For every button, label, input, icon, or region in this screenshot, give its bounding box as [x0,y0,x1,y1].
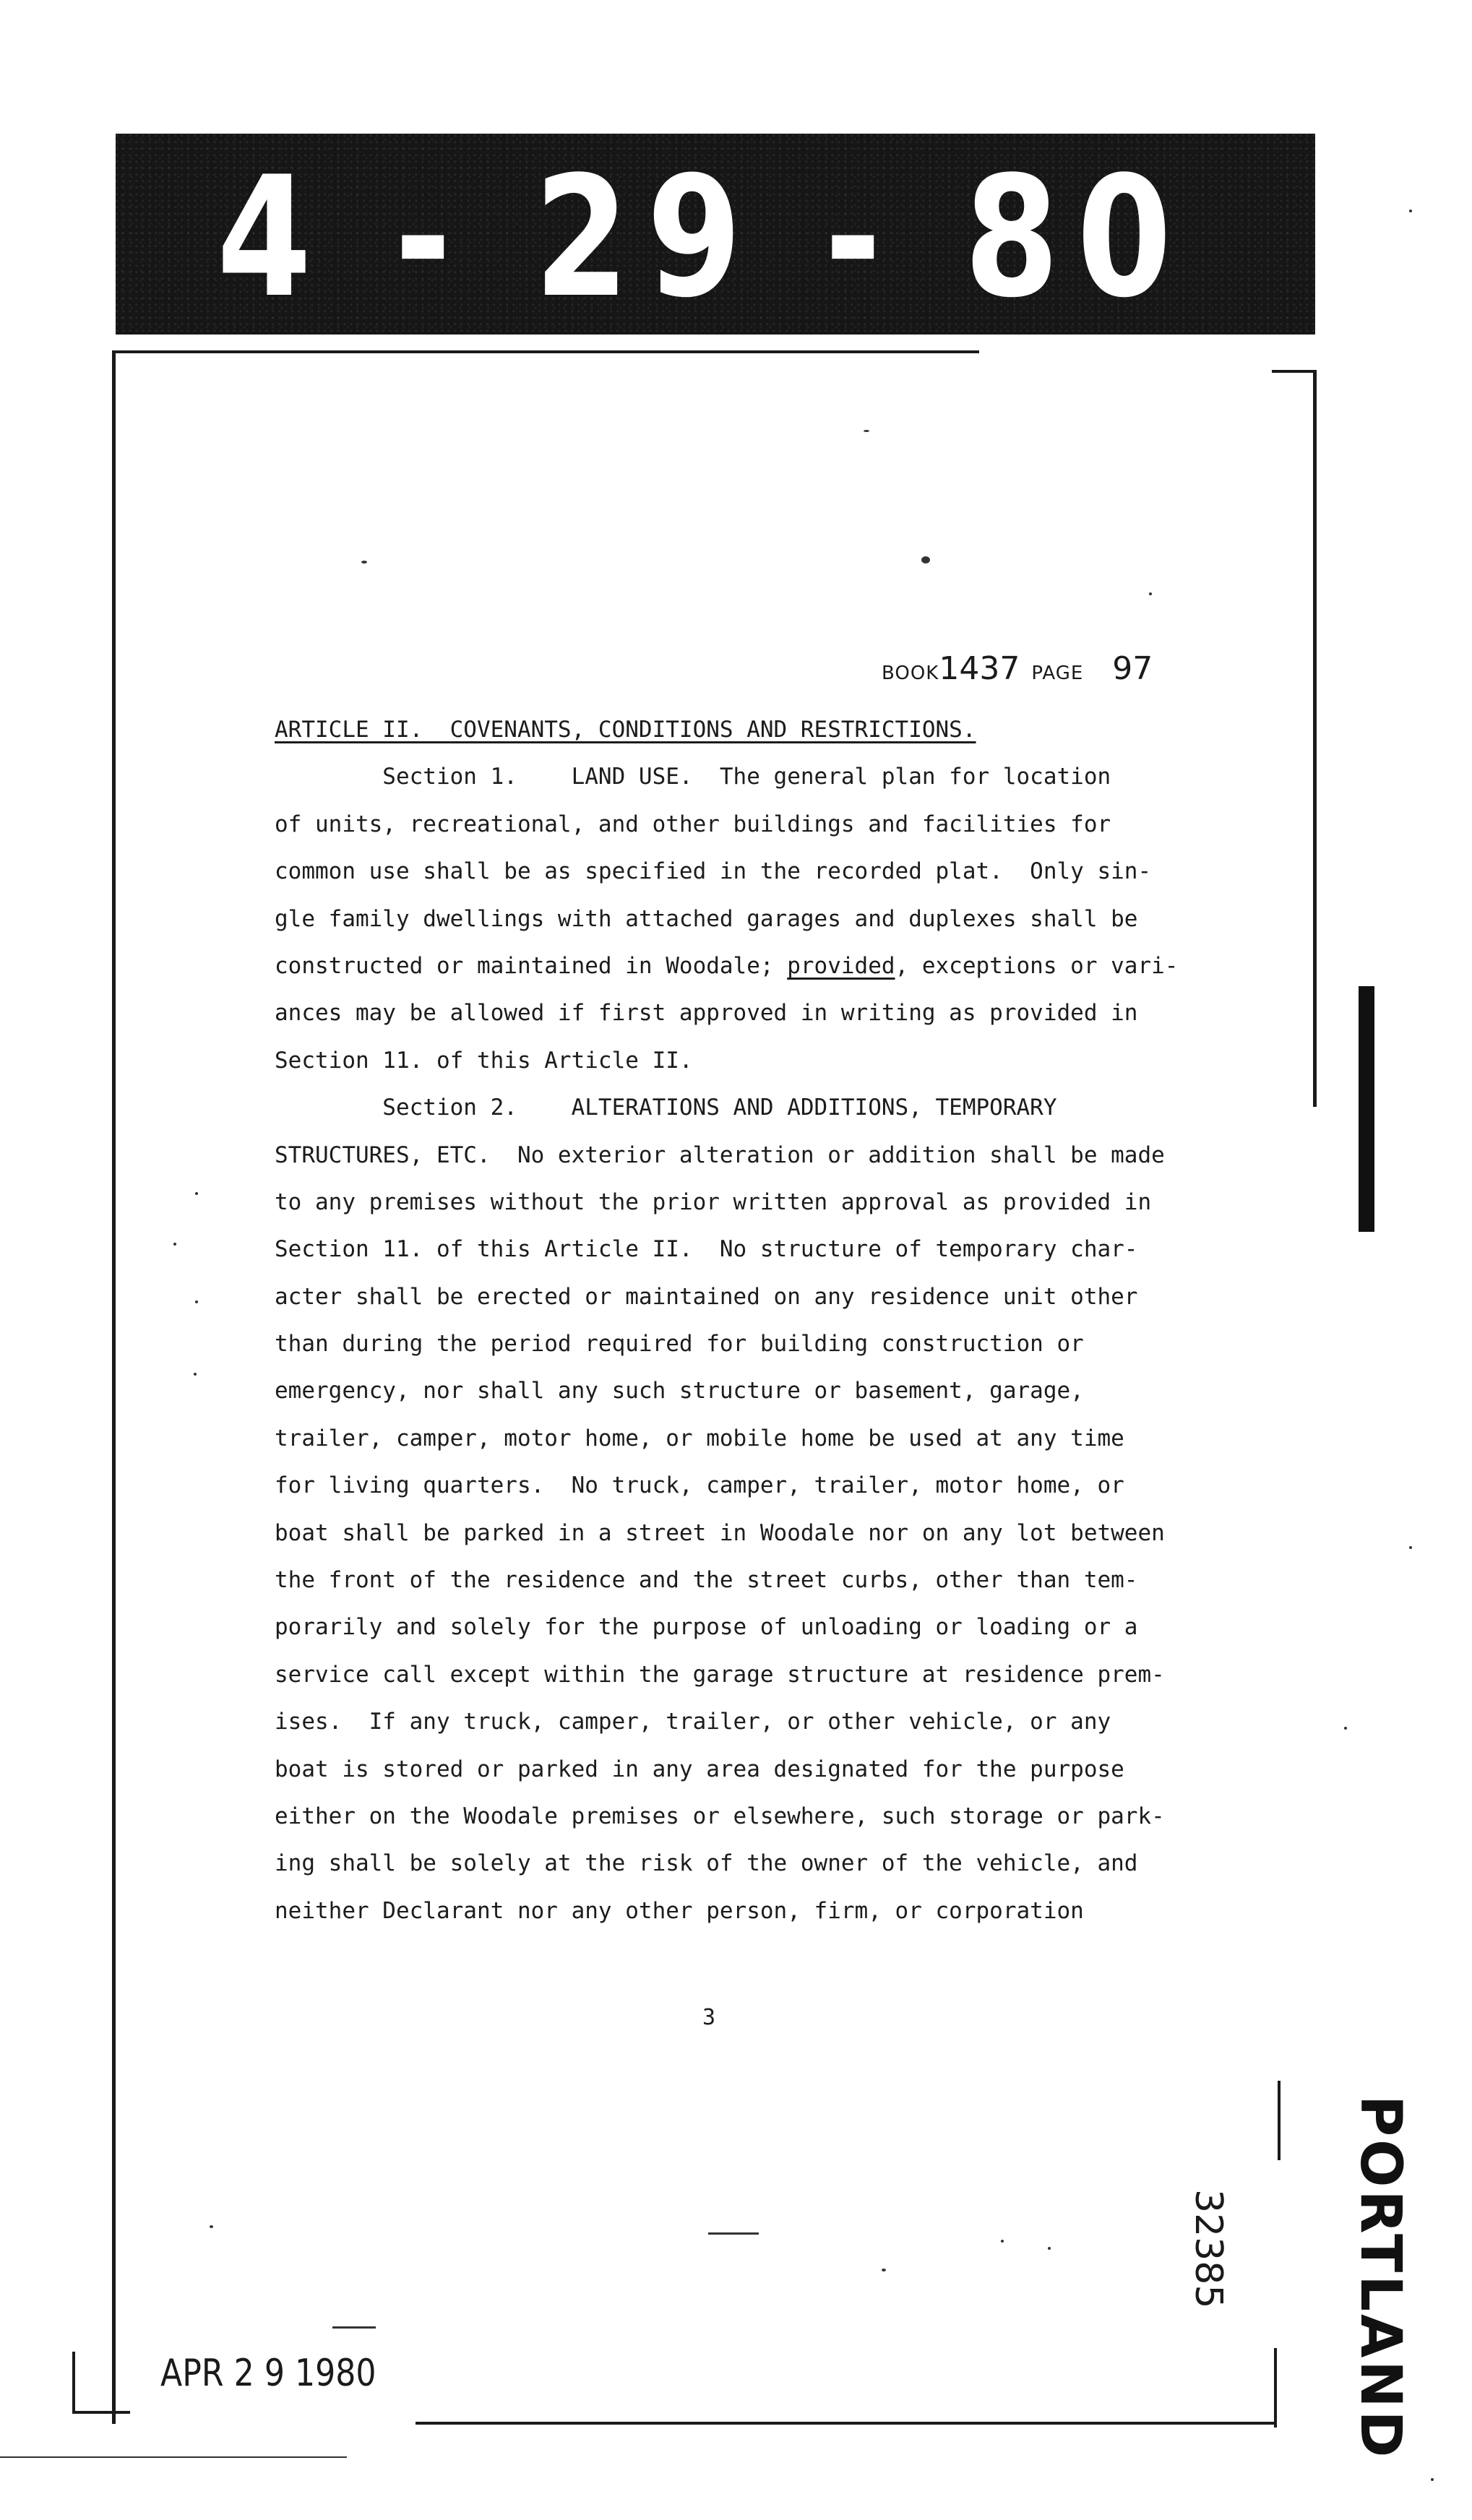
body-line: Section 11. of this Article II. No structure of temporary char- [275,1236,1138,1263]
document-page-number: 3 [702,2005,716,2030]
article-heading: ARTICLE II. COVENANTS, CONDITIONS AND RESTRICTIONS. [275,717,976,743]
scan-speck [0,2456,347,2458]
body-line: of units, recreational, and other buildings and facilities for [275,811,1111,837]
body-line: common use shall be as specified in the recorded plat. Only sin- [275,858,1152,885]
scan-speck [361,561,367,564]
page-label: PAGE [1031,663,1084,684]
scan-speck [882,2269,886,2271]
body-line: ises. If any truck, camper, trailer, or other vehicle, or any [275,1709,1111,1735]
frame-left-line [112,350,116,2424]
scan-speck [173,1243,176,1246]
body-line: Section 1. LAND USE. The general plan for location [275,764,1111,790]
body-line: ing shall be solely at the risk of the owner of the vehicle, and [275,1850,1138,1877]
scan-speck [1409,210,1412,212]
scan-speck [332,2326,376,2329]
frame-right-lower-line [1278,2081,1281,2160]
scan-speck [1431,2478,1434,2481]
scan-speck [195,1300,198,1303]
body-line: porarily and solely for the purpose of unloading or loading or a [275,1614,1138,1641]
emphasis-provided: provided [787,952,895,979]
body-line: service call except within the garage structure at residence prem- [275,1661,1165,1688]
scan-speck [1048,2247,1051,2250]
body-line: for living quarters. No truck, camper, trailer, motor home, or [275,1472,1124,1499]
book-label: BOOK [882,663,939,684]
scan-speck [1149,592,1152,595]
body-line: acter shall be erected or maintained on any residence unit other [275,1283,1138,1310]
frame-top-line [112,350,979,353]
scan-speck [708,2232,759,2235]
frame-right-line [1313,370,1317,1107]
document-body [275,707,1185,1935]
scan-speck [1001,2240,1004,2243]
recording-page-number: 97 [1112,650,1153,687]
scan-speck [921,556,930,564]
body-line: neither Declarant nor any other person, firm, or corporation [275,1897,1084,1924]
frame-right-bottom-line [1274,2348,1277,2428]
body-line: boat shall be parked in a street in Woodale nor on any lot between [275,1519,1165,1546]
body-line: Section 2. ALTERATIONS AND ADDITIONS, TEMPORARY [275,1095,1057,1121]
scan-speck [194,1373,197,1376]
body-line: gle family dwellings with attached garages and duplexes shall be [275,905,1138,932]
county-stamp: PORTLAND [1348,2095,1413,2461]
body-line: ances may be allowed if first approved in writing as provided in [275,1000,1138,1027]
scan-speck [1409,1546,1412,1549]
body-line: Section 11. of this Article II. [275,1047,693,1074]
frame-bottom-left-line [72,2411,130,2414]
book-number: 1437 [939,650,1020,687]
body-line: trailer, camper, motor home, or mobile home be used at any time [275,1425,1124,1451]
scan-speck [210,2225,213,2228]
scan-speck [1344,1727,1347,1730]
frame-bottom-left-vertical [72,2352,75,2413]
body-line: than during the period required for building construction or [275,1331,1084,1358]
body-line: emergency, nor shall any such structure or basement, garage, [275,1378,1084,1404]
book-page-reference [882,650,1153,687]
date-banner [116,134,1315,335]
body-line: to any premises without the prior written approval as provided in [275,1188,1152,1215]
body-line: constructed or maintained in Woodale; provided, exceptions or vari- [275,952,1179,979]
margin-index-bar [1359,986,1374,1232]
frame-top-right-line [1272,370,1317,373]
scan-speck [864,430,869,432]
reference-number-stamp: 32385 [1187,2189,1230,2309]
received-date-stamp: APR 2 9 1980 [160,2352,376,2395]
body-line: the front of the residence and the street curbs, other than tem- [275,1567,1138,1594]
body-line: boat is stored or parked in any area designated for the purpose [275,1756,1124,1782]
scan-speck [195,1192,198,1195]
body-line: STRUCTURES, ETC. No exterior alteration or addition shall be made [275,1142,1165,1168]
body-line: either on the Woodale premises or elsewhere, such storage or park- [275,1803,1165,1829]
frame-bottom-line [416,2422,1275,2425]
banner-date: 4 - 29 - 80 [217,142,1189,335]
